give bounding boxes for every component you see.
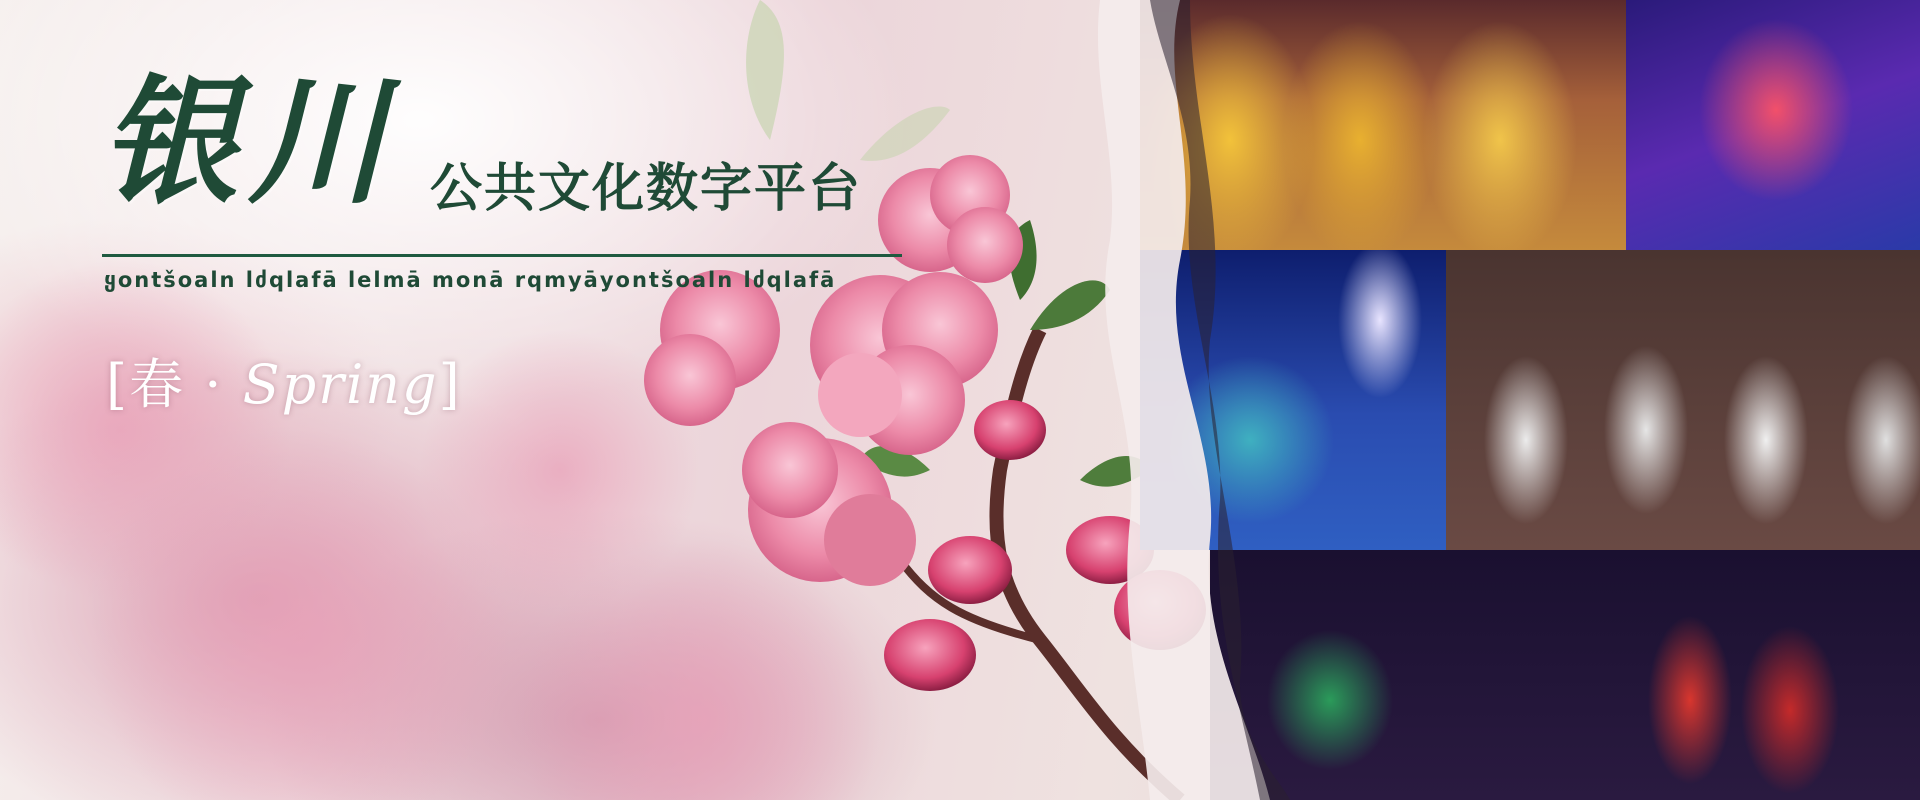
page-subtitle: 公共文化数字平台 (430, 158, 863, 219)
flower-bud (974, 400, 1046, 460)
season-bracket-close: ] (438, 353, 462, 416)
flower-bud (884, 619, 976, 691)
title-divider (102, 254, 902, 257)
title-script-line: ყontšoaln lძqlafā lelmā monā rqmyāyontšoaln lძqlafā (104, 268, 837, 292)
ink-brush-divider (1040, 0, 1380, 800)
season-bracket-open: [ (106, 353, 130, 416)
season-chinese: 春 (129, 353, 186, 416)
page-title: 银川 (100, 60, 397, 223)
season-english: Spring (242, 353, 439, 416)
title-block (100, 62, 920, 422)
photo-dancer-red-costume (1626, 0, 1920, 250)
season-label (106, 342, 462, 419)
season-dot: · (204, 353, 224, 416)
flower-bud (928, 536, 1012, 604)
photo-hui-men-dancers (1446, 250, 1920, 550)
